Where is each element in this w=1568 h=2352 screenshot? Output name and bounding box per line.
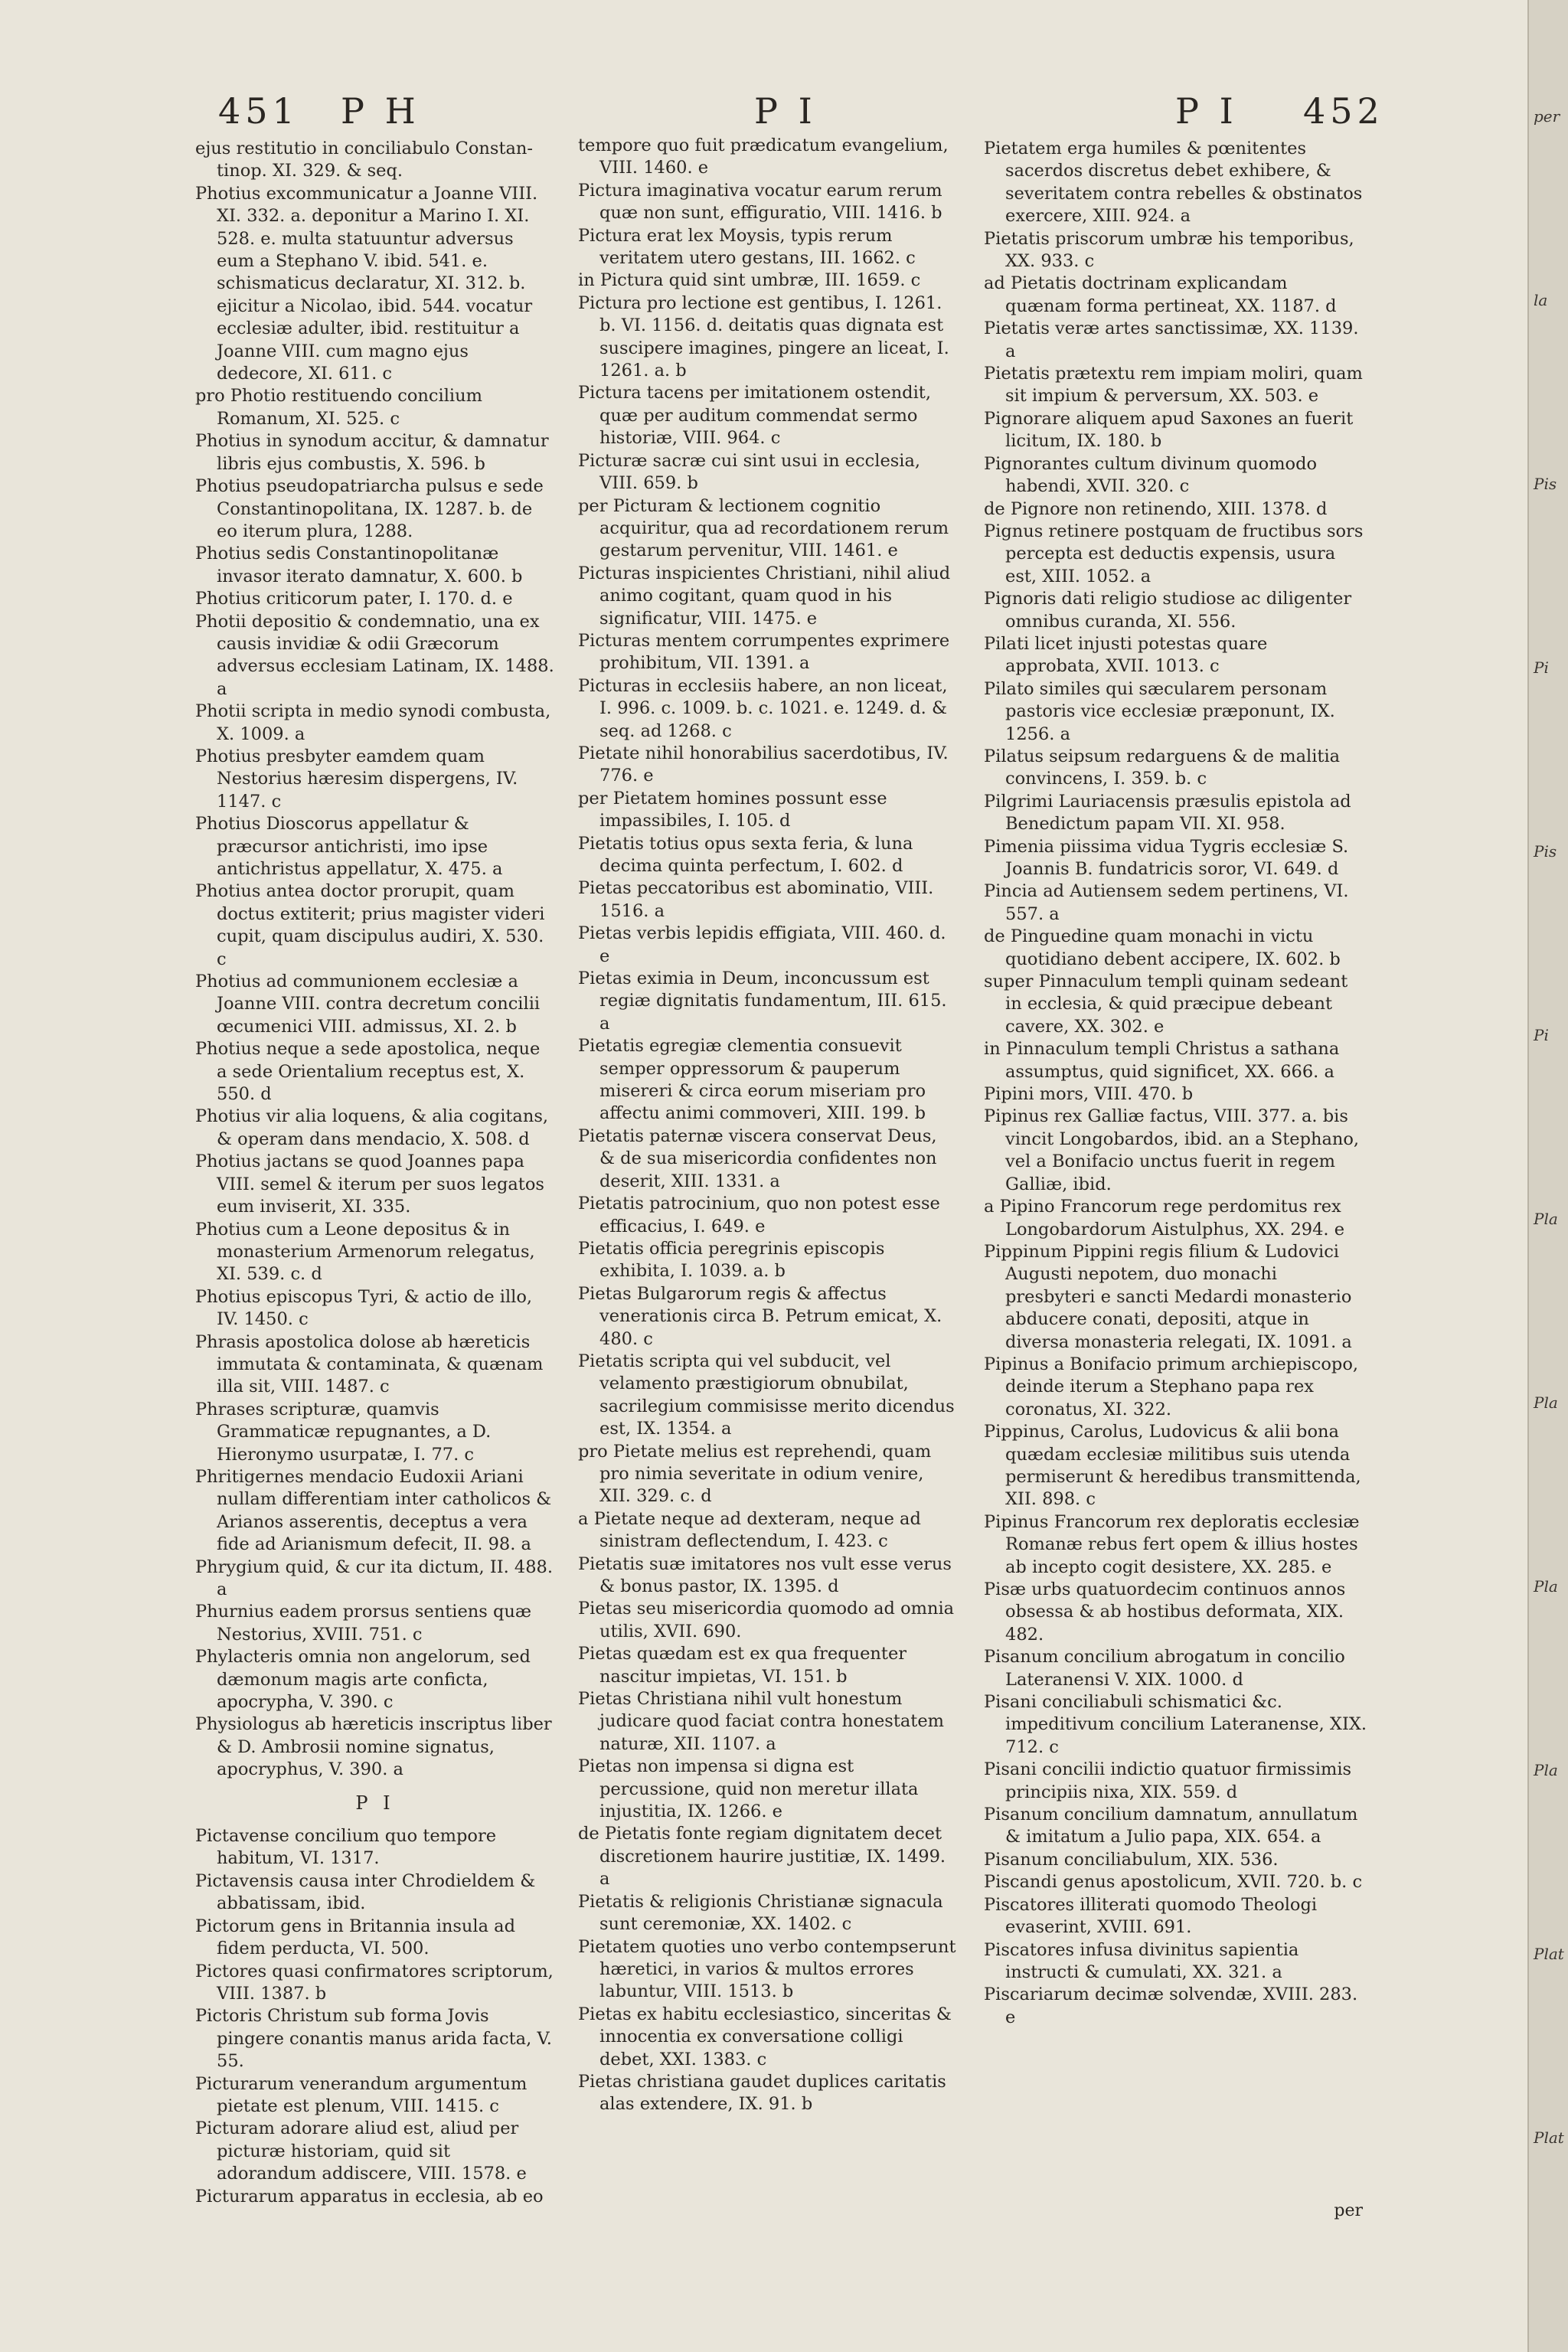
edge-fragment: Pis (1534, 475, 1557, 493)
left-running-head: P H (341, 90, 420, 132)
index-entry: Phritigernes mendacio Eudoxii Ariani nullam differentiam inter catholicos & Arianos asserentis, deceptus a vera fide ad Arianismum defecit, II. 98. a (195, 1466, 552, 1555)
index-entry: Pictura tacens per imitationem ostendit, quæ per auditum commendat sermo historiæ, VIII. 964. c (578, 383, 931, 449)
edge-fragment: Pla (1534, 1577, 1558, 1596)
index-entry: pro Photio restituendo concilium Romanum, XI. 525. c (195, 386, 482, 429)
index-entry: Phurnius eadem prorsus sentiens quæ Nestorius, XVIII. 751. c (195, 1602, 532, 1645)
next-page-edge (1527, 0, 1568, 2352)
edge-fragment: Plat (1534, 1945, 1564, 1963)
edge-fragment: Pi (1534, 1026, 1549, 1044)
index-entry: Picturas in ecclesiis habere, an non liceat, I. 996. c. 1009. b. c. 1021. e. 1249. d. & seq. ad 1268. c (578, 675, 948, 741)
index-entry: Pisani conciliabuli schismatici &c. impeditivum concilium Lateranense, XIX. 712. c (984, 1692, 1367, 1757)
index-entry: Piscatores infusa divinitus sapientia instructi & cumulati, XX. 321. a (984, 1939, 1299, 1982)
index-entry: Photius ad communionem ecclesiæ a Joanne VIII. contra decretum concilii œcumenici VIII. admissus, XI. 2. b (195, 972, 541, 1037)
index-entry: Pietas Christiana nihil vult honestum judicare quod faciat contra honestatem naturæ, XII. 1107. a (578, 1689, 944, 1754)
index-entry: Pipinus rex Galliæ factus, VIII. 377. a. bis vincit Longobardos, ibid. an a Stephano, vel a Bonifacio unctus fuerit in regem Galliæ, ibid. (984, 1106, 1360, 1194)
index-entry: Pignoris dati religio studiose ac diligenter omnibus curanda, XI. 556. (984, 589, 1352, 632)
index-entry: Photius vir alia loquens, & alia cogitans, & operam dans mendacio, X. 508. d (195, 1106, 549, 1149)
index-entry: de Pignore non retinendo, XIII. 1378. d (984, 498, 1328, 519)
index-entry: Pipinus Francorum rex deploratis ecclesiæ Romanæ rebus fert opem & illius hostes ab incepto cogit desistere, XX. 285. e (984, 1511, 1360, 1577)
index-column-2 (578, 135, 957, 2116)
right-running-head: P I (1175, 90, 1238, 132)
index-entry: Pictura erat lex Moysis, typis rerum veritatem utero gestans, III. 1662. c (578, 225, 916, 269)
index-entry: Photius presbyter eamdem quam Nestorius hæresim dispergens, IV. 1147. c (195, 746, 518, 812)
index-entry: Pignus retinere postquam de fructibus sors percepta est deductis expensis, usura est, XIII. 1052. a (984, 521, 1364, 586)
index-entry: Pietas quædam est ex qua frequenter nascitur impietas, VI. 151. b (578, 1644, 907, 1687)
index-entry: ad Pietatis doctrinam explicandam quænam forma pertineat, XX. 1187. d (984, 273, 1337, 316)
index-entry: Pictoris Christum sub forma Jovis pingere conantis manus arida facta, V. 55. (195, 2006, 552, 2072)
index-entry: Pietatis totius opus sexta feria, & luna decima quinta perfectum, I. 602. d (578, 833, 913, 876)
index-entry: super Pinnaculum templi quinam sedeant in ecclesia, & quid præcipue debeant cavere, XX. 302. e (984, 972, 1348, 1037)
edge-fragment: Pla (1534, 1761, 1558, 1779)
edge-fragment: per (1534, 107, 1560, 126)
section-heading: P I (355, 1792, 395, 1814)
index-entry: Pisanum concilium damnatum, annullatum & imitatum a Julio papa, XIX. 654. a (984, 1805, 1358, 1847)
index-entry: Photius Dioscorus appellatur & præcursor antichristi, imo ipse antichristus appellatur, X. 475. a (195, 814, 503, 879)
index-entry: Pietas ex habitu ecclesiastico, sinceritas & innocentia ex conversatione colligi debet, XXI. 1383. c (578, 2004, 952, 2069)
index-entry: Piscatores illiterati quomodo Theologi evaserint, XVIII. 691. (984, 1894, 1318, 1938)
index-entry: pro Pietate melius est reprehendi, quam pro nimia severitate in odium venire, XII. 329. c. d (578, 1441, 932, 1507)
index-entry: Photius sedis Constantinopolitanæ invasor iterato damnatur, X. 600. b (195, 544, 523, 586)
index-entry: in Pinnaculum templi Christus a sathana assumptus, quid significet, XX. 666. a (984, 1039, 1340, 1082)
index-entry: Pisanum conciliabulum, XIX. 536. (984, 1849, 1279, 1870)
index-entry: de Pinguedine quam monachi in victu quotidiano debent accipere, IX. 602. b (984, 926, 1341, 969)
index-entry: Pietatis egregiæ clementia consuevit semper oppressorum & pauperum misereri & circa eorum miseriam pro affectu animi commoveri, XIII. 199. b (578, 1036, 926, 1124)
index-entry: Photius pseudopatriarcha pulsus e sede Constantinopolitana, IX. 1287. b. de eo iterum plura, 1288. (195, 476, 544, 541)
index-entry: Pilati licet injusti potestas quare approbata, XVII. 1013. c (984, 633, 1268, 677)
index-entry: Pictura pro lectione est gentibus, I. 1261. b. VI. 1156. d. deitatis quas dignata est suscipere imagines, pingere an liceat, I. 1261. a. b (578, 292, 949, 381)
index-entry: Photius in synodum accitur, & damnatur libris ejus combustis, X. 596. b (195, 431, 549, 474)
index-entry: Photius cum a Leone depositus & in monasterium Armenorum relegatus, XI. 539. c. d (195, 1219, 535, 1285)
index-entry: Pietas peccatoribus est abominatio, VIII. 1516. a (578, 878, 934, 921)
index-entry: Pietatis prætextu rem impiam moliri, quam sit impium & perversum, XX. 503. e (984, 364, 1363, 407)
index-entry: Phrasis apostolica dolose ab hæreticis immutata & contaminata, & quænam illa sit, VIII. 1487. c (195, 1331, 544, 1397)
index-entry: Pictorum gens in Britannia insula ad fidem perducta, VI. 500. (195, 1916, 515, 1959)
index-entry: Pietatis scripta qui vel subducit, vel velamento præstigiorum obnubilat, sacrilegium commisisse merito dicendus est, IX. 1354. a (578, 1351, 955, 1439)
index-entry: Pietate nihil honorabilius sacerdotibus, IV. 776. e (578, 743, 949, 786)
index-entry: Picturarum venerandum argumentum pietate est plenum, VIII. 1415. c (195, 2073, 528, 2116)
index-entry: Pietatis officia peregrinis episcopis exhibita, I. 1039. a. b (578, 1238, 885, 1282)
index-entry: Picturas mentem corrumpentes exprimere prohibitum, VII. 1391. a (578, 630, 950, 674)
index-entry: Pietas verbis lepidis effigiata, VIII. 460. d. e (578, 923, 946, 966)
index-entry: Pietatem quoties uno verbo contempserunt hæretici, in varios & multos errores labuntur, VIII. 1513. b (578, 1936, 956, 2002)
index-entry: Photius excommunicatur a Joanne VIII. XI. 332. a. deponitur a Marino I. XI. 528. e. multa statuuntur adversus eum a Stephano V. ibid. 541. e. schismaticus declaratur, XI. 312. b. ejicitur a Nicolao, ibid. 544. vocatur ecclesiæ adulter, ibid. restituitur a Joanne VIII. cum magno ejus dedecore, XI. 611. c (195, 183, 538, 384)
index-entry: Photius neque a sede apostolica, neque a sede Orientalium receptus est, X. 550. d (195, 1039, 541, 1105)
index-entry: Pietatis priscorum umbræ his temporibus, XX. 933. c (984, 228, 1354, 272)
index-entry: Pilato similes qui sæcularem personam pastoris vice ecclesiæ præponunt, IX. 1256. a (984, 678, 1335, 744)
index-entry: Pietas non impensa si digna est percussione, quid non meretur illata injustitia, IX. 1266. e (578, 1756, 919, 1822)
edge-fragment: Pla (1534, 1210, 1558, 1228)
edge-fragment: la (1534, 291, 1548, 309)
index-entry: Pietas eximia in Deum, inconcussum est regiæ dignitatis fundamentum, III. 615. a (578, 969, 947, 1034)
index-entry: Pisanum concilium abrogatum in concilio Lateranensi V. XIX. 1000. d (984, 1647, 1345, 1690)
index-entry: Pippinus, Carolus, Ludovicus & alii bona quædam ecclesiæ militibus suis utenda permiserunt & heredibus transmittenda, XII. 898. c (984, 1422, 1361, 1510)
index-entry: Photius episcopus Tyri, & actio de illo, IV. 1450. c (195, 1286, 533, 1330)
edge-fragment: Pla (1534, 1393, 1558, 1412)
index-entry: Phylacteris omnia non angelorum, sed dæmonum magis arte conficta, apocrypha, V. 390. c (195, 1647, 531, 1713)
index-entry: Pilgrimi Lauriacensis præsulis epistola ad Benedictum papam VII. XI. 958. (984, 791, 1351, 835)
index-entry: Photius antea doctor prorupit, quam doctus extiterit; prius magister videri cupit, quam discipulus audiri, X. 530. c (195, 881, 545, 969)
index-entry: ejus restitutio in conciliabulo Constan-tinop. XI. 329. & seq. (195, 139, 534, 181)
index-entry: Photii scripta in medio synodi combusta, X. 1009. a (195, 701, 551, 744)
index-entry: Physiologus ab hæreticis inscriptus liber & D. Ambrosii nomine signatus, apocryphus, V. 390. a (195, 1714, 552, 1780)
index-entry: Pignorare aliquem apud Saxones an fuerit licitum, IX. 180. b (984, 408, 1354, 452)
index-entry: Picturam adorare aliud est, aliud per picturæ historiam, quid sit adorandum addiscere, VIII. 1578. e (195, 2118, 527, 2184)
index-entry: Pietatis suæ imitatores nos vult esse verus & bonus pastor, IX. 1395. d (578, 1553, 952, 1596)
index-entry: tempore quo fuit prædicatum evangelium, VIII. 1460. e (578, 136, 949, 178)
index-entry: Picturarum apparatus in ecclesia, ab eo (195, 2186, 544, 2207)
index-entry: in Pictura quid sint umbræ, III. 1659. c (578, 270, 921, 291)
index-entry: Pietas seu misericordia quomodo ad omnia utilis, XVII. 690. (578, 1599, 955, 1642)
index-entry: Pippinum Pippini regis filium & Ludovici Augusti nepotem, duo monachi presbyteri e sancti Medardi monasterio abducere conati, depositi, atque in diversa monasteria relegati, IX. 1091. a (984, 1241, 1352, 1352)
index-entry: Pietatis veræ artes sanctissimæ, XX. 1139. a (984, 318, 1359, 361)
edge-fragment: Pi (1534, 658, 1549, 677)
index-entry: Phrygium quid, & cur ita dictum, II. 488. a (195, 1557, 554, 1599)
index-entry: Pietatem erga humiles & pœnitentes sacerdos discretus debet exhibere, & severitatem contra rebelles & obstinatos exercere, XIII. 924. a (984, 139, 1363, 227)
index-entry: Photius jactans se quod Joannes papa VIII. semel & iterum per suos legatos eum inviserit, XI. 335. (195, 1152, 544, 1217)
left-page-number: 451 (218, 90, 299, 132)
center-running-head: P I (754, 90, 817, 132)
index-entry: Pietatis patrocinium, quo non potest esse efficacius, I. 649. e (578, 1194, 940, 1236)
index-entry: Pipinus a Bonifacio primum archiepiscopo, deinde iterum a Stephano papa rex coronatus, XI. 322. (984, 1354, 1359, 1419)
index-entry: Pietas christiana gaudet duplices caritatis alas extendere, IX. 91. b (578, 2071, 946, 2115)
index-entry: Picturas inspicientes Christiani, nihil aliud animo cogitant, quam quod in his significatur, VIII. 1475. e (578, 563, 951, 629)
index-entry: Piscandi genus apostolicum, XVII. 720. b. c (984, 1872, 1363, 1893)
edge-fragment: Plat (1534, 2128, 1564, 2147)
edge-fragment: Pis (1534, 842, 1557, 861)
index-entry: a Pipino Francorum rege perdomitus rex Longobardorum Aistulphus, XX. 294. e (984, 1197, 1345, 1240)
index-entry: Pimenia piissima vidua Tygris ecclesiæ S. Joannis B. fundatricis soror, VI. 649. d (984, 836, 1349, 879)
index-entry: a Pietate neque ad dexteram, neque ad sinistram deflectendum, I. 423. c (578, 1508, 921, 1552)
index-entry: de Pietatis fonte regiam dignitatem decet discretionem haurire justitiæ, IX. 1499. a (578, 1824, 946, 1890)
index-entry: Pietatis paternæ viscera conservat Deus, & de sua misericordia confidentes non deserit, XIII. 1331. a (578, 1125, 937, 1191)
index-entry: Pisæ urbs quatuordecim continuos annos obsessa & ab hostibus deformata, XIX. 482. (984, 1579, 1346, 1645)
index-entry: Pictura imaginativa vocatur earum rerum quæ non sunt, effiguratio, VIII. 1416. b (578, 180, 942, 224)
index-entry: Pictores quasi confirmatores scriptorum, VIII. 1387. b (195, 1961, 554, 2004)
catchword: per (1334, 2201, 1363, 2220)
index-column-1 (195, 138, 555, 2208)
index-entry: Pisani concilii indictio quatuor firmissimis principiis nixa, XIX. 559. d (984, 1759, 1352, 1802)
index-entry: Pictavense concilium quo tempore habitum, VI. 1317. (195, 1826, 497, 1869)
index-entry: Picturæ sacræ cui sint usui in ecclesia, VIII. 659. b (578, 450, 921, 494)
index-entry: Pilatus seipsum redarguens & de malitia convincens, I. 359. b. c (984, 746, 1341, 789)
index-entry: Pietas Bulgarorum regis & affectus venerationis circa B. Petrum emicat, X. 480. c (578, 1283, 942, 1349)
right-page-number: 452 (1303, 90, 1384, 132)
index-entry: Pictavensis causa inter Chrodieldem & abbatissam, ibid. (195, 1870, 536, 1914)
index-column-3 (984, 138, 1367, 2029)
index-entry: per Picturam & lectionem cognitio acquiritur, qua ad recordationem rerum gestarum pervenitur, VIII. 1461. e (578, 495, 949, 561)
index-entry: Photius criticorum pater, I. 170. d. e (195, 589, 513, 609)
index-entry: Phrases scripturæ, quamvis Grammaticæ repugnantes, a D. Hieronymo usurpatæ, I. 77. c (195, 1399, 492, 1465)
index-entry: Pipini mors, VIII. 470. b (984, 1084, 1194, 1105)
index-entry: Pincia ad Autiensem sedem pertinens, VI. 557. a (984, 881, 1349, 924)
index-entry: Pietatis & religionis Christianæ signacula sunt ceremoniæ, XX. 1402. c (578, 1891, 943, 1935)
index-entry: Photii depositio & condemnatio, una ex causis invidiæ & odii Græcorum adversus ecclesiam Latinam, IX. 1488. a (195, 611, 554, 699)
index-entry: Piscariarum decimæ solvendæ, XVIII. 283. e (984, 1984, 1358, 2027)
index-entry: Pignorantes cultum divinum quomodo habendi, XVII. 320. c (984, 453, 1318, 497)
index-entry: per Pietatem homines possunt esse impassibiles, I. 105. d (578, 788, 887, 831)
